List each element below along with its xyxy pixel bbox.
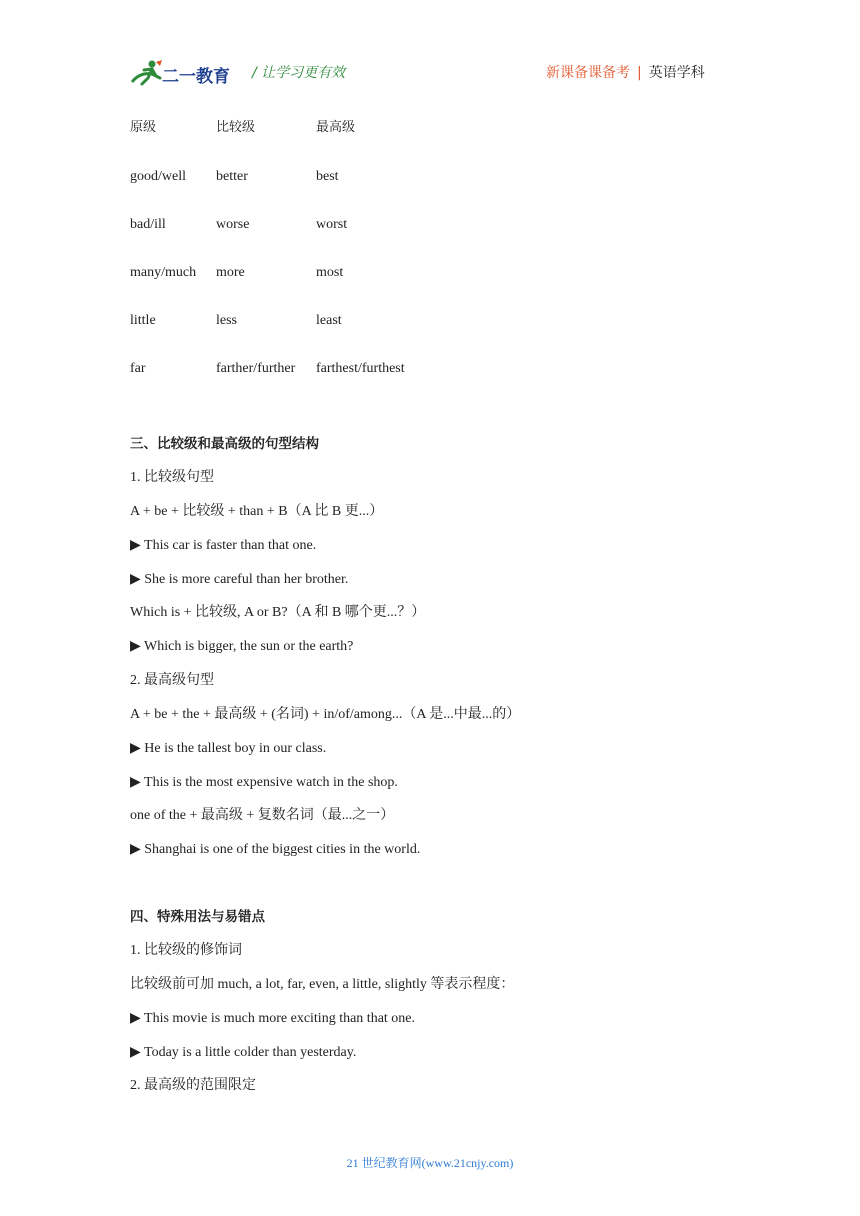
- example-line: ▶ This movie is much more exciting than that one.: [130, 1011, 416, 1026]
- runner-logo-icon: [130, 58, 164, 88]
- sub-heading: 2. 最高级的范围限定: [130, 1078, 256, 1093]
- table-cell: good/well: [130, 169, 186, 184]
- table-header-base: 原级: [130, 120, 157, 135]
- table-cell: better: [216, 169, 248, 184]
- header-subject: [546, 62, 705, 82]
- pattern-line: Which is + 比较级, A or B?（A 和 B 哪个更...？）: [130, 605, 426, 620]
- table-header-comparative: 比较级: [216, 120, 256, 135]
- table-cell: little: [130, 313, 156, 328]
- header-separator: |: [637, 65, 642, 81]
- logo: [130, 58, 242, 88]
- table-cell: bad/ill: [130, 217, 166, 232]
- table-cell: best: [316, 169, 339, 184]
- header-subject-label: 英语学科: [648, 65, 705, 81]
- example-line: ▶ Shanghai is one of the biggest cities in the world.: [130, 842, 421, 857]
- page-footer: 21 世纪教育网(www.21cnjy.com): [346, 1156, 514, 1170]
- table-cell: farthest/furthest: [316, 361, 405, 376]
- example-line: ▶ Today is a little colder than yesterday.: [130, 1045, 357, 1060]
- slogan: / 让学习更有效: [252, 65, 346, 81]
- example-line: ▶ She is more careful than her brother.: [130, 572, 349, 587]
- table-cell: far: [130, 361, 146, 376]
- section-title: 四、特殊用法与易错点: [130, 909, 265, 925]
- example-line: ▶ He is the tallest boy in our class.: [130, 741, 327, 756]
- table-cell: less: [216, 313, 237, 328]
- example-line: ▶ Which is bigger, the sun or the earth?: [130, 639, 354, 654]
- pattern-line: one of the + 最高级 + 复数名词（最...之一）: [130, 808, 395, 823]
- logo-text: 二一教育: [162, 67, 230, 87]
- table-cell: worse: [216, 217, 250, 232]
- pattern-line: A + be + 比较级 + than + B（A 比 B 更...）: [130, 504, 384, 519]
- example-line: ▶ This car is faster than that one.: [130, 538, 317, 553]
- example-line: ▶ This is the most expensive watch in the shop.: [130, 775, 398, 790]
- sub-heading: 1. 比较级的修饰词: [130, 943, 242, 958]
- section-title: 三、比较级和最高级的句型结构: [130, 436, 319, 452]
- pattern-line: A + be + the + 最高级 + (名词) + in/of/among...（A 是...中最...的）: [130, 707, 521, 722]
- body-line: 比较级前可加 much, a lot, far, even, a little, slightly 等表示程度：: [130, 977, 515, 992]
- table-header-superlative: 最高级: [316, 120, 356, 135]
- table-cell: many/much: [130, 265, 197, 280]
- table-cell: most: [316, 265, 344, 280]
- table-cell: worst: [316, 217, 348, 232]
- table-cell: farther/further: [216, 361, 296, 376]
- header-course-label: 新课备课备考: [546, 65, 630, 81]
- page-header: [0, 0, 860, 100]
- table-cell: least: [316, 313, 342, 328]
- sub-heading: 2. 最高级句型: [130, 673, 214, 688]
- table-cell: more: [216, 265, 245, 280]
- sub-heading: 1. 比较级句型: [130, 470, 214, 485]
